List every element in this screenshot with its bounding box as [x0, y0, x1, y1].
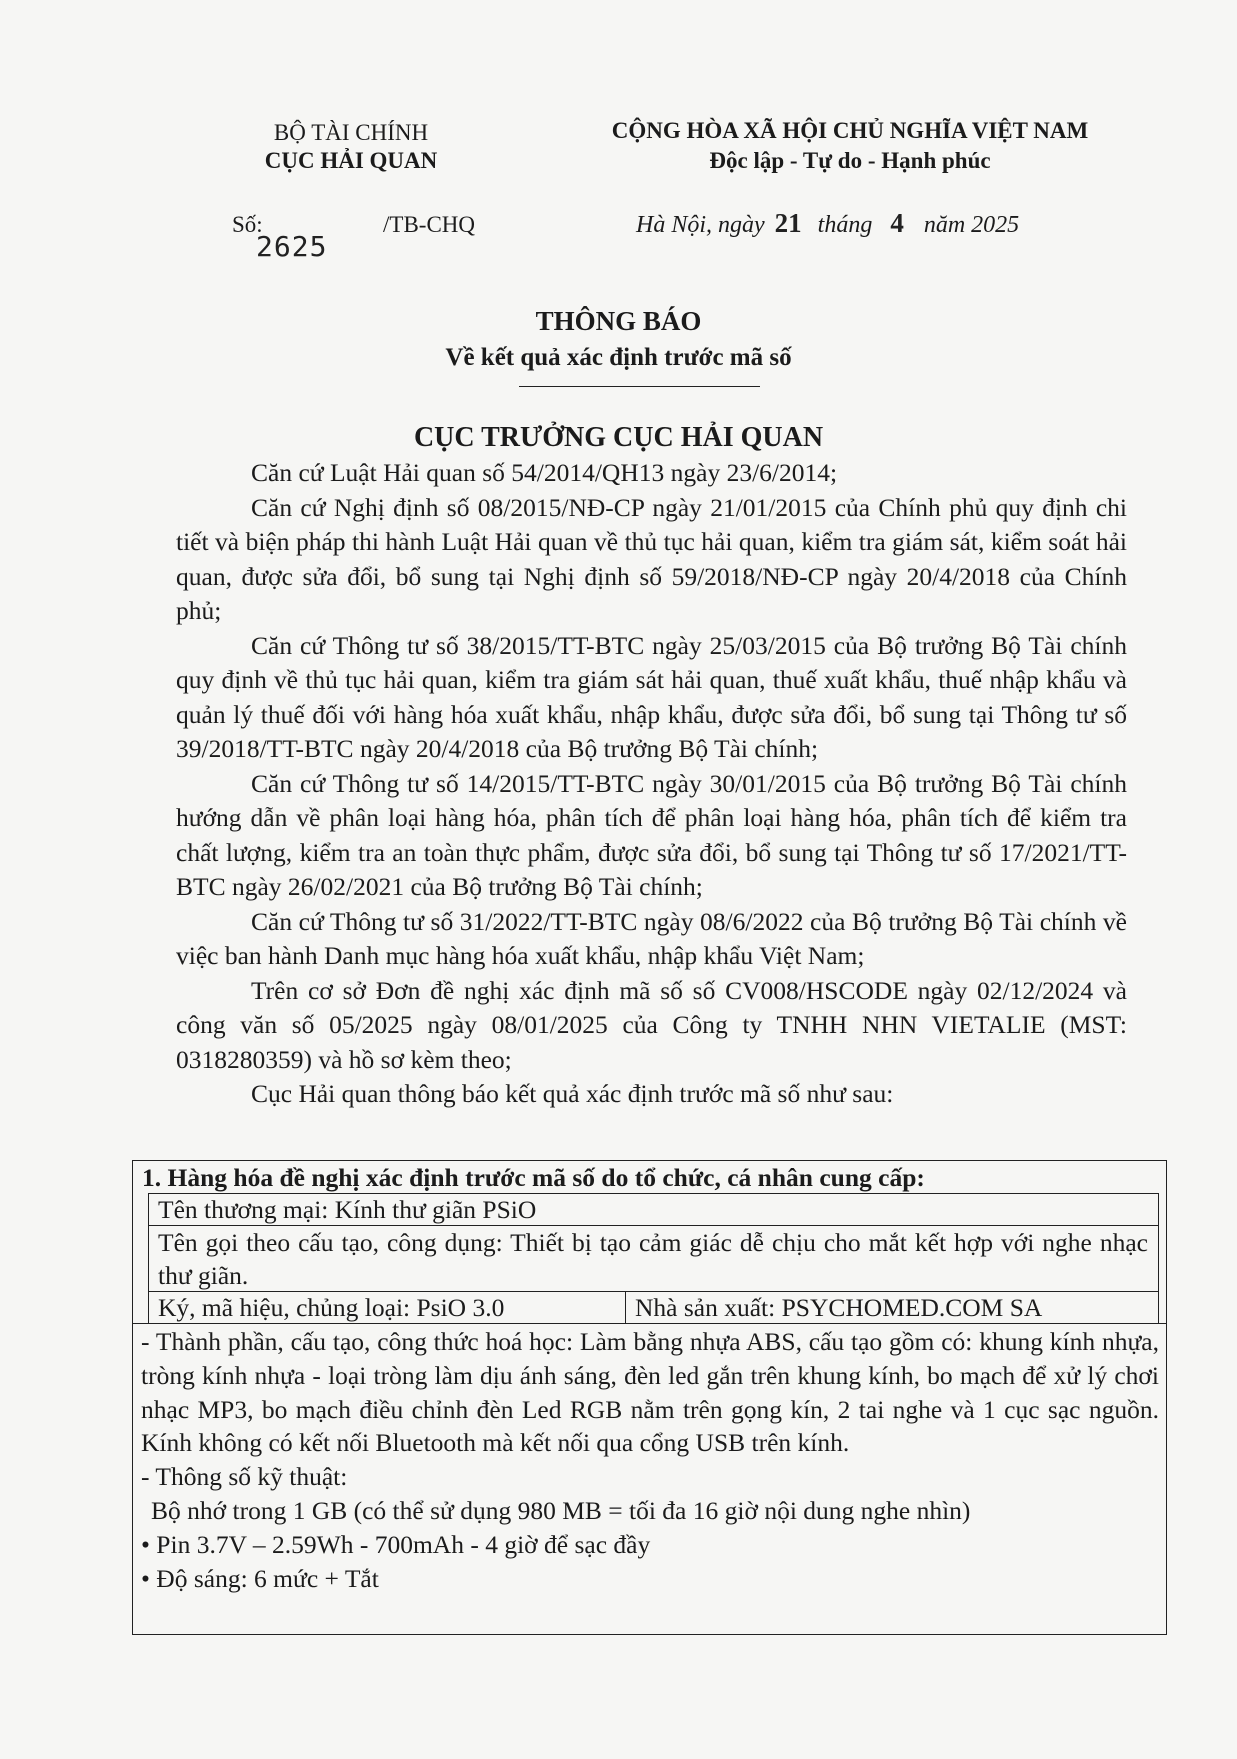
paragraph: Trên cơ sở Đơn đề nghị xác định mã số số CV008/HSCODE ngày 02/12/2024 và công văn số 05/2025 ngày 08/01/2025 của Công ty TNHH NHN VIETALIE (MST: 0318280359) và hồ sơ kèm theo;: [176, 975, 1127, 1074]
spec-memory: Bộ nhớ trong 1 GB (có thể sử dụng 980 MB = tối đa 16 giờ nội dung nghe nhìn): [151, 1495, 971, 1525]
date-prefix: Hà Nội, ngày: [636, 212, 765, 238]
table-divider: [1158, 1193, 1159, 1323]
paragraph: Căn cứ Luật Hải quan số 54/2014/QH13 ngày 23/6/2014;: [251, 458, 838, 487]
specs-heading: - Thông số kỹ thuật:: [141, 1462, 348, 1492]
table-divider: [148, 1193, 149, 1323]
paragraph: Căn cứ Thông tư số 31/2022/TT-BTC ngày 08/6/2022 của Bộ trưởng Bộ Tài chính về việc ban hành Danh mục hàng hóa xuất khẩu, nhập khẩu Việt Nam;: [176, 906, 1127, 970]
document-title: THÔNG BÁO: [535, 306, 702, 336]
table-divider: [625, 1291, 626, 1323]
date-day: 21: [774, 208, 802, 238]
department-name: CỤC HẢI QUAN: [264, 148, 438, 173]
manufacturer: Nhà sản xuất: PSYCHOMED.COM SA: [635, 1293, 1043, 1322]
ministry-name: BỘ TÀI CHÍNH: [273, 120, 429, 145]
structural-name: Tên gọi theo cấu tạo, công dụng: Thiết bị tạo cảm giác dễ chịu cho mắt kết hợp với nghe nhạc thư giãn.: [158, 1228, 1148, 1290]
country-name: CỘNG HÒA XÃ HỘI CHỦ NGHĨA VIỆT NAM: [611, 118, 1089, 143]
date-year: năm 2025: [923, 212, 1020, 238]
date-line: [636, 208, 1019, 239]
date-month-label: tháng: [817, 212, 873, 238]
date-month: 4: [890, 208, 904, 238]
spec-brightness: • Độ sáng: 6 mức + Tắt: [141, 1563, 379, 1593]
title-underline: [519, 386, 760, 387]
composition: - Thành phần, cấu tạo, công thức hoá học: Làm bằng nhựa ABS, cấu tạo gồm có: khung kính nhựa, tròng kính nhựa - loại tròng làm dịu ánh sáng, đèn led gắn trên khung kính, bo mạch để xử lý chơi nhạc MP3, bo mạch điều chỉnh đèn Led RGB nằm trên gọng kín, 2 tai nghe và 1 cục sạc nguồn. Kính không có kết nối Bluetooth mà kết nối qua cổng USB trên kính.: [141, 1327, 1159, 1458]
paragraph: Căn cứ Thông tư số 38/2015/TT-BTC ngày 25/03/2015 của Bộ trưởng Bộ Tài chính quy định về thủ tục hải quan, kiểm tra giám sát hải quan, thuế xuất khẩu, thuế nhập khẩu và quản lý thuế đối với hàng hóa xuất khẩu, nhập khẩu, được sửa đổi, bổ sung tại Thông tư số 39/2018/TT-BTC ngày 20/4/2018 của Bộ trưởng Bộ Tài chính;: [176, 630, 1127, 763]
doc-number-suffix: /TB-CHQ: [383, 212, 475, 237]
doc-number-stamp: 2625: [256, 230, 328, 263]
goods-description: [141, 1325, 1159, 1595]
trade-name: Tên thương mại: Kính thư giãn PSiO: [158, 1195, 537, 1224]
document-subtitle: Về kết quả xác định trước mã số: [445, 344, 792, 371]
legal-bases: [176, 456, 1127, 1112]
section-heading: 1. Hàng hóa đề nghị xác định trước mã số do tổ chức, cá nhân cung cấp:: [142, 1163, 925, 1192]
national-motto: Độc lập - Tự do - Hạnh phúc: [709, 148, 991, 173]
spec-battery: • Pin 3.7V – 2.59Wh - 700mAh - 4 giờ để sạc đầy: [141, 1529, 651, 1559]
doc-number-label: Số:: [232, 212, 263, 237]
paragraph: Cục Hải quan thông báo kết quả xác định trước mã số như sau:: [251, 1079, 894, 1108]
paragraph: Căn cứ Nghị định số 08/2015/NĐ-CP ngày 21/01/2015 của Chính phủ quy định chi tiết và biện pháp thi hành Luật Hải quan về thủ tục hải quan, kiểm tra giám sát, kiểm soát hải quan, được sửa đổi, bổ sung tại Nghị định số 59/2018/NĐ-CP ngày 20/4/2018 của Chính phủ;: [176, 492, 1127, 625]
issuing-authority: CỤC TRƯỞNG CỤC HẢI QUAN: [413, 422, 824, 453]
paragraph: Căn cứ Thông tư số 14/2015/TT-BTC ngày 30/01/2015 của Bộ trưởng Bộ Tài chính hướng dẫn về phân loại hàng hóa, phân tích để phân loại hàng hóa, phân tích để kiểm tra chất lượng, kiểm tra an toàn thực phẩm, được sửa đổi, bổ sung tại Thông tư số 17/2021/TT-BTC ngày 26/02/2021 của Bộ trưởng Bộ Tài chính;: [176, 768, 1127, 901]
model-number: Ký, mã hiệu, chủng loại: PsiO 3.0: [158, 1293, 505, 1322]
